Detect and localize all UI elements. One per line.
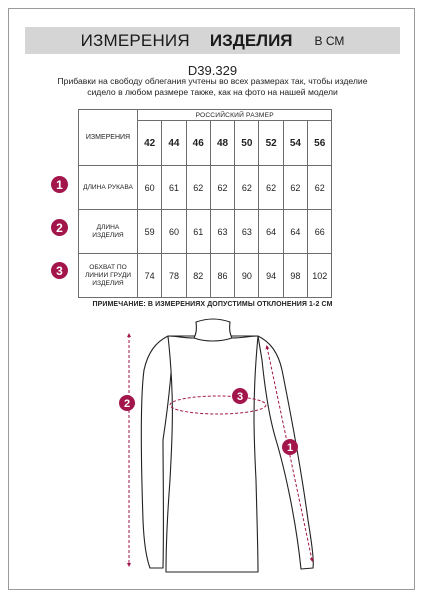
table-cell: 61	[162, 166, 186, 210]
row-label-garment-length: ДЛИНА ИЗДЕЛИЯ	[79, 210, 138, 254]
table-cell: 64	[283, 210, 307, 254]
table-cell: 90	[235, 254, 259, 298]
table-cell: 66	[308, 210, 332, 254]
table-cell: 74	[138, 254, 162, 298]
table-cell: 64	[259, 210, 283, 254]
title-measurements: ИЗМЕРЕНИЯ	[80, 30, 190, 50]
fit-note: Прибавки на свободу облегания учтены во всех размерах так, чтобы изделие сидело в любом размере также, как на фото на нашей модели	[57, 76, 368, 97]
diagram-marker-2: 2	[123, 398, 131, 410]
table-cell: 102	[308, 254, 332, 298]
title-product: ИЗДЕЛИЯ	[209, 30, 293, 50]
table-cell: 63	[235, 210, 259, 254]
row-marker-2: 2	[51, 219, 68, 236]
size-header: 48	[210, 121, 234, 166]
table-cell: 62	[186, 166, 210, 210]
table-cell: 63	[210, 210, 234, 254]
row-label-chest-girth: ОБХВАТ ПО ЛИНИИ ГРУДИ ИЗДЕЛИЯ	[79, 254, 138, 298]
diagram-marker-3: 3	[236, 391, 244, 403]
table-cell: 61	[186, 210, 210, 254]
size-header: 46	[186, 121, 210, 166]
table-cell: 86	[210, 254, 234, 298]
table-cell: 62	[235, 166, 259, 210]
row-marker-3: 3	[51, 262, 68, 279]
diagram-marker-1: 1	[286, 442, 294, 454]
size-header: 42	[138, 121, 162, 166]
measure-column-header: ИЗМЕРЕНИЯ	[79, 110, 138, 166]
size-group-header: РОССИЙСКИЙ РАЗМЕР	[138, 110, 332, 121]
tolerance-remark: ПРИМЕЧАНИЕ: В ИЗМЕРЕНИЯХ ДОПУСТИМЫ ОТКЛОНЕНИЯ 1-2 СМ	[92, 301, 333, 308]
row-marker-1: 1	[51, 176, 68, 193]
article-number: D39.329	[187, 63, 238, 78]
size-header: 54	[283, 121, 307, 166]
table-cell: 62	[210, 166, 234, 210]
table-cell: 78	[162, 254, 186, 298]
table-cell: 60	[162, 210, 186, 254]
table-cell: 59	[138, 210, 162, 254]
title-unit: В СМ	[314, 33, 345, 48]
table-cell: 82	[186, 254, 210, 298]
table-cell: 62	[259, 166, 283, 210]
table-cell: 94	[259, 254, 283, 298]
size-header: 56	[308, 121, 332, 166]
table-cell: 62	[308, 166, 332, 210]
size-header: 52	[259, 121, 283, 166]
table-cell: 60	[138, 166, 162, 210]
size-header: 44	[162, 121, 186, 166]
table-cell: 98	[283, 254, 307, 298]
row-label-sleeve-length: ДЛИНА РУКАВА	[79, 166, 138, 210]
table-cell: 62	[283, 166, 307, 210]
size-header: 50	[235, 121, 259, 166]
